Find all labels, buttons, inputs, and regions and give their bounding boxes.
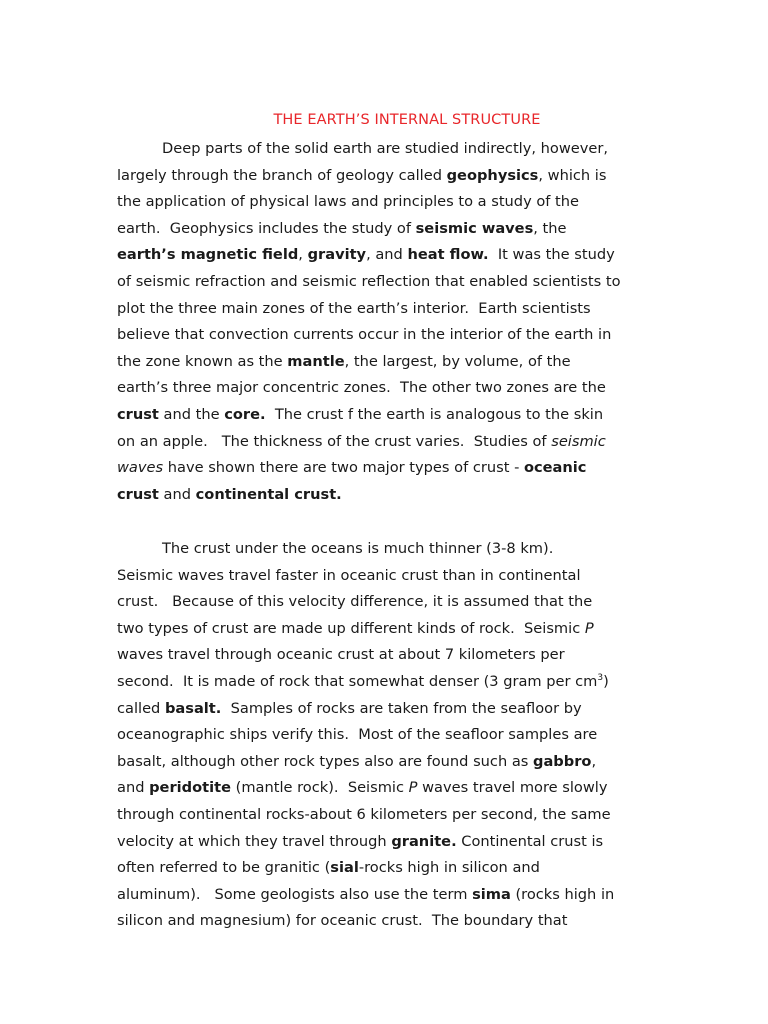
text-line	[117, 749, 647, 776]
text-run: )	[603, 672, 609, 690]
text-line	[117, 722, 647, 749]
text-run: earth. Geophysics includes the study of	[117, 219, 416, 237]
text-run: (rocks high in	[510, 885, 615, 903]
bold-term: crust	[117, 485, 159, 503]
bold-term: gabbro	[533, 752, 592, 770]
text-run: largely through the branch of geology called	[117, 166, 447, 184]
bold-term: basalt.	[164, 699, 222, 717]
text-run: It was the study	[488, 246, 615, 264]
text-run: -rocks high in silicon and	[358, 859, 540, 877]
text-run: called	[117, 699, 165, 717]
text-line	[117, 829, 647, 856]
text-run: the zone known as the	[117, 352, 288, 370]
bold-term: geophysics	[446, 166, 539, 184]
text-line	[117, 616, 647, 643]
bold-term: heat flow.	[407, 246, 489, 264]
bold-term: core.	[224, 405, 266, 423]
text-run: often referred to be granitic (	[117, 859, 331, 877]
text-line	[117, 563, 647, 590]
text-run: , which is	[538, 166, 607, 184]
text-run: the application of physical laws and principles to a study of the	[117, 193, 579, 211]
bold-term: oceanic	[523, 459, 587, 477]
text-line	[117, 296, 647, 323]
text-run: Deep parts of the solid earth are studied indirectly, however,	[162, 140, 608, 157]
text-run: Samples of rocks are taken from the seafloor by	[221, 699, 582, 717]
italic-term: seismic	[551, 432, 606, 450]
bold-term: sima	[472, 885, 511, 903]
text-run: crust. Because of this velocity difference, it is assumed that the	[117, 593, 593, 611]
text-line	[117, 536, 647, 563]
text-run: aluminum). Some geologists also use the term	[117, 885, 473, 903]
paragraph-1	[117, 136, 647, 508]
bold-term: seismic waves	[415, 219, 534, 237]
text-run: waves travel more slowly	[417, 779, 608, 797]
text-line	[117, 669, 647, 696]
text-line	[117, 775, 647, 802]
text-line	[117, 242, 647, 269]
text-run: plot the three main zones of the earth’s interior. Earth scientists	[117, 299, 591, 317]
text-line	[117, 882, 647, 909]
text-run: ,	[591, 752, 597, 770]
text-run: velocity at which they travel through	[117, 832, 392, 850]
text-line	[117, 269, 647, 296]
bold-term: continental crust.	[195, 485, 342, 503]
bold-term: mantle	[287, 352, 345, 370]
text-run: waves travel through oceanic crust at about 7 kilometers per	[117, 646, 565, 664]
text-line	[117, 696, 647, 723]
bold-term: sial	[330, 859, 359, 877]
text-line	[117, 482, 647, 509]
bold-term: crust	[117, 405, 159, 423]
text-run: and	[117, 779, 150, 797]
text-run: second. It is made of rock that somewhat denser (3 gram per cm	[117, 672, 598, 690]
text-run: Seismic waves travel faster in oceanic crust than in continental	[117, 566, 581, 584]
text-line	[117, 136, 647, 163]
document-title: THE EARTH’S INTERNAL STRUCTURE	[273, 112, 541, 128]
text-line	[117, 216, 647, 243]
text-run: through continental rocks-about 6 kilometers per second, the same	[117, 805, 611, 823]
text-run: 3	[597, 673, 604, 684]
text-run: , the largest, by volume, of the	[344, 352, 571, 370]
text-run: on an apple. The thickness of the crust varies. Studies of	[117, 432, 552, 450]
text-run: ,	[298, 246, 308, 264]
text-run: oceanographic ships verify this. Most of the seafloor samples are	[117, 726, 598, 744]
text-run: The crust under the oceans is much thinner (3-8 km).	[162, 540, 554, 557]
text-line	[117, 189, 647, 216]
text-run: silicon and magnesium) for oceanic crust. The boundary that	[117, 912, 568, 930]
text-line	[117, 349, 647, 376]
text-run: , and	[366, 246, 408, 264]
text-run: The crust f the earth is analogous to the skin	[265, 405, 604, 423]
text-run: of seismic refraction and seismic reflection that enabled scientists to	[117, 272, 621, 290]
text-run: and the	[158, 405, 225, 423]
paragraph-2	[117, 536, 647, 935]
text-run: believe that convection currents occur in the interior of the earth in	[117, 326, 612, 344]
text-line	[117, 163, 647, 190]
text-line	[117, 322, 647, 349]
italic-term: P	[584, 619, 594, 637]
text-run: have shown there are two major types of crust -	[163, 459, 524, 477]
text-run: (mantle rock). Seismic	[230, 779, 409, 797]
text-line	[117, 402, 647, 429]
italic-term: P	[408, 779, 418, 797]
text-run: , the	[533, 219, 567, 237]
text-run: basalt, although other rock types also are found such as	[117, 752, 534, 770]
text-run: earth’s three major concentric zones. The other two zones are the	[117, 379, 606, 397]
bold-term: gravity	[307, 246, 367, 264]
text-line	[117, 455, 647, 482]
bold-term: earth’s magnetic field	[117, 246, 299, 264]
text-run: two types of crust are made up different kinds of rock. Seismic	[117, 619, 585, 637]
italic-term: waves	[117, 459, 164, 477]
text-line	[117, 375, 647, 402]
text-line	[117, 802, 647, 829]
text-line	[117, 908, 647, 935]
text-line	[117, 429, 647, 456]
bold-term: granite.	[391, 832, 457, 850]
bold-term: peridotite	[149, 779, 231, 797]
text-line	[117, 855, 647, 882]
text-line	[117, 589, 647, 616]
text-line	[117, 642, 647, 669]
text-run: and	[158, 485, 196, 503]
text-run: Continental crust is	[456, 832, 604, 850]
